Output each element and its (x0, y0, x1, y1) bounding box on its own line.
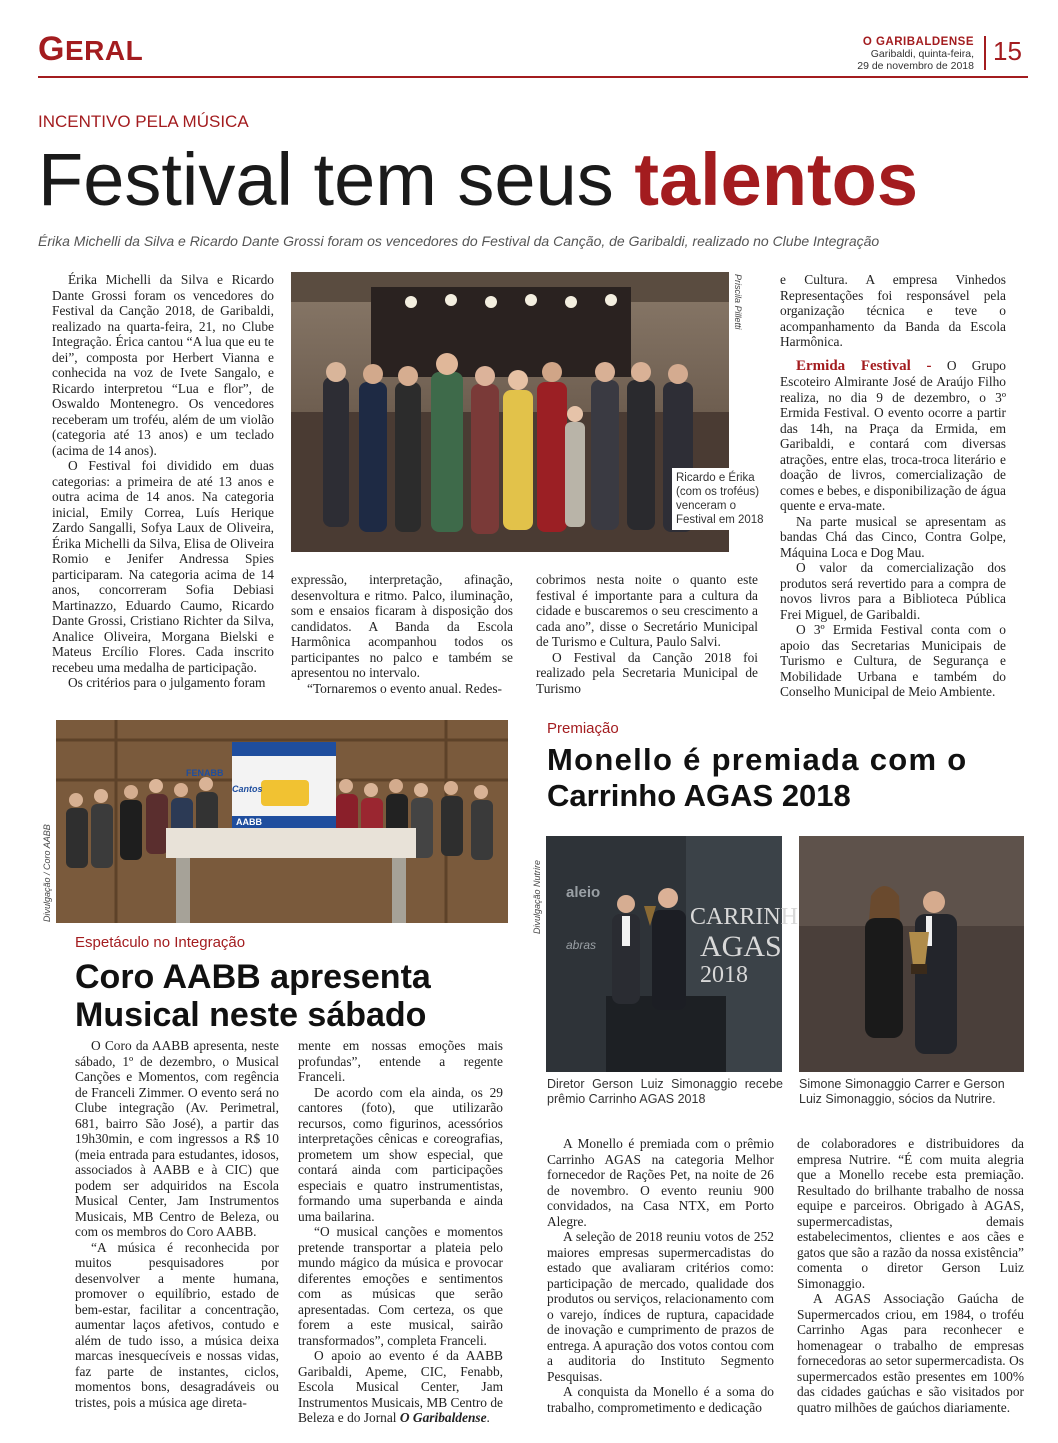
choir-photo (56, 720, 508, 923)
carrinho-backdrop-text-1: CARRINH (690, 904, 799, 930)
choir-banner-aabb-text: AABB (236, 817, 262, 827)
masthead (857, 36, 974, 72)
award-photo-2 (799, 836, 1024, 1072)
page-number-divider (984, 36, 986, 70)
section-label: GERAL (38, 30, 144, 68)
header-rule (38, 76, 1028, 78)
article3-kicker: Premiação (547, 720, 619, 737)
award-photo-credit: Divulgação Nutrire (532, 859, 542, 934)
aleio-logo-text: aleio (566, 884, 601, 901)
article2-headline: Coro AABB apresenta Musical neste sábado (75, 958, 431, 1034)
choir-banner-cantos-text: Cantos (232, 784, 263, 794)
paper-name: O GARIBALDENSE (862, 36, 974, 48)
dateline-2: 29 de novembro de 2018 (857, 60, 974, 72)
paper-name-inline: O Garibaldense (399, 1410, 487, 1425)
article1-column-3: cobrimos nesta noite o quanto este festival é importante para a cultura da cidade e buscaremos o seu crescimento a cada ano”, disse o Secretário Municipal de Turismo e Cultura, Paulo Salvi. O Festival da Canção 2018 foi realizado pela Secretaria Municipal de Turismo (536, 572, 758, 696)
festival-photo-credit: Priscila Pilletti (733, 274, 743, 330)
article3-column-2: de colaboradores e distribuidores da empresa Nutrire. “É com muita alegria que a Monello recebe esta premiação. Resultado do brilhante trabalho de nossa equipe e parceiros. Obrigado à AGAS, supermercadistas, demais estabelecimentos, clientes e aos cães e gatos que são a razão da nossa existência” comenta o diretor Gerson Luiz Simonaggio. A AGAS Associação Gaúcha de Supermercados criou, em 1984, o troféu Carrinho Agas para reconhecer e homenagear o trabalho de empresas fornecedoras ao setor supermercadista. Os supermercados estão presentes em 100% das cidades gaúchas e são visitados por quatro milhões de gaúchos diariamente. (797, 1136, 1024, 1415)
ermida-subhead: Ermida Festival - (796, 357, 932, 374)
award-photo-1-caption: Diretor Gerson Luiz Simonaggio recebe prêmio Carrinho AGAS 2018 (547, 1077, 783, 1106)
article1-headline: Festival tem seus talentos (38, 138, 919, 221)
article1-column-4: e Cultura. A empresa Vinhedos Representações foi responsável pela organização técnica e teve o acompanhamento da Banda da Escola Harmônica. Ermida Festival - O Grupo Escoteiro Almirante José de Araújo Filho realiza, no dia 9 de dezembro, o 3º Ermida Festival. O evento ocorre a partir das 14h, na Praça da Ermida, em Garibaldi, e contará com diversas atrações, entre elas, troca-troca literário e doação de livros, comercialização de comes e bebes, e disponibilização de água quente e erva-mate. Na parte musical se apresentam as bandas Chá das Cinco, Contra Golpe, Máquina Loca e Dog Mau. O valor da comercialização dos produtos será revertido para a compra de novos livros para a Biblioteca Pública Frei Miguel, de Garibaldi. O 3º Ermida Festival conta com o apoio das Secretarias Municipais de Turismo e Cultura, de Segurança e Mobilidade Urbana e também do Conselho Municipal de Meio Ambiente. (780, 272, 1006, 699)
article2-kicker: Espetáculo no Integração (75, 934, 246, 951)
article2-column-1: O Coro da AABB apresenta, neste sábado, 1º de dezembro, o Musical Canções e Momentos, com regência de Franceli Zimmer. O evento será no Clube integração (Av. Perimetral, 681, bairro São José), a partir das 19h30min, e com ingressos a R$ 10 (meia entrada para estudantes, idosos, associados à AABB e à CIC) que podem ser adquiridos na Escola Musical Center, Jam Instrumentos Musicais, MB Centro de Beleza, ou com os membros do Coro AABB. “A música é reconhecida por muitos pesquisadores por desenvolver a mente humana, promover o equilíbrio, estado de bem-estar, facilitar a concentração, aumentar laços afetivos, contudo e além de tudo isso, a música deixa marcas inesquecíveis e nossas vidas, faz parte de instantes, ciclos, momentos bons, desagradáveis ou tristes, pois a música age direta- (75, 1038, 279, 1410)
choir-photo-image (56, 720, 508, 923)
page-number: 15 (993, 36, 1022, 66)
award-photo-2-image (799, 836, 1024, 1072)
article3-column-1: A Monello é premiada com o prêmio Carrinho AGAS na categoria Melhor fornecedor de Rações Pet, na noite de 26 de novembro. O evento reuniu 900 convidados, na Casa NTX, em Porto Alegre. A seleção de 2018 reuniu votos de 252 maiores empresas supermercadistas do estado que avaliaram critérios como: participação de mercado, qualidade dos produtos ou serviços, relacionamento com o varejo, índices de ruptura, capacidade de inovação e cumprimento de prazos de entrega. A apuração dos votos contou com a auditoria do Instituto Segmento Pesquisas. A conquista da Monello é a soma do trabalho, comprometimento e dedicação (547, 1136, 774, 1415)
article1-column-1: Érika Michelli da Silva e Ricardo Dante Grossi foram os vencedores do Festival da Canção 2018, de Garibaldi, realizado na quarta-feira, 21, no Clube Integração. Érica cantou “A lua que eu te dei”, composta por Herbert Vianna e conhecida na voz de Ivete Sangalo, e Ricardo interpretou “Lua e flor”, de Oswaldo Montenegro. Os vencedores receberam um troféu, além de um violão (categoria até 13 anos) e um teclado (acima de 14 anos). O Festival foi dividido em duas categorias: a primeira de até 13 anos e outra acima de 14 anos. Na categoria inicial, Emily Correa, Luís Herique Zardo Sangalli, Sofya Laux de Oliveira, Érika Michelli da Silva, Elisa de Oliveira Romio e Jenifer Andressa Spies participaram. Na categoria acima de 14 anos, concorreram Sofia Debiasi Martinazzo, Eduardo Caumo, Ricardo Dante Grossi, Cristiano Richter da Silva, Analice Oliveira, Morgana Bielski e Mateus Ercílio Flores. Cada inscrito recebeu uma medalha de participação. Os critérios para o julgamento foram (52, 272, 274, 690)
carrinho-backdrop-text-3: 2018 (700, 962, 748, 988)
festival-photo-caption: Ricardo e Érika (com os troféus) venceram o Festival em 2018 (672, 468, 774, 530)
article1-column-2: expressão, interpretação, afinação, desenvoltura e ritmo. Palco, iluminação, som e ensaios ficaram à disposição dos candidatos. A Banda da Escola Harmônica acompanhou todos os participantes no palco e também se apresentou no intervalo. “Tornaremos o evento anual. Redes- (291, 572, 513, 696)
festival-winners-photo-image (291, 272, 729, 552)
article1-lede: Érika Michelli da Silva e Ricardo Dante Grossi foram os vencedores do Festival da Canção, de Garibaldi, realizado no Clube Integração (38, 233, 880, 249)
choir-banner-fenabb-text: FENABB (186, 768, 224, 778)
festival-winners-photo (291, 272, 729, 552)
article2-column-2: mente em nossas emoções mais profundas”, entende a regente Franceli. De acordo com ela ainda, os 29 cantores (foto), que utilizarão recursos, como figurinos, acessórios interpretações cênicas e coreografias, prometem um show especial, que contará ainda com participações especiais e quatro instrumentistas, formando uma superbanda e ainda uma bailarina. “O musical canções e momentos pretende transportar a plateia pelo mundo mágico da música e provocar diferentes emoções e sentimentos com as músicas que serão apresentadas. Com certeza, os que forem a este musical, sairão transformados”, completa Franceli. O apoio ao evento é da AABB Garibaldi, Apeme, CIC, Fenabb, Escola Musical Center, Jam Instrumentos Musicais, MB Centro de Beleza e do Jornal O Garibaldense. (298, 1038, 503, 1425)
article1-kicker: INCENTIVO PELA MÚSICA (38, 112, 249, 131)
choir-photo-credit: Divulgação / Coro AABB (42, 824, 52, 922)
carrinho-backdrop-text-2: AGAS (700, 930, 782, 963)
abras-logo-text: abras (566, 938, 597, 952)
article3-headline: Monello é premiada com o Carrinho AGAS 2018 (547, 742, 968, 813)
dateline-1: Garibaldi, quinta-feira, (870, 48, 974, 60)
award-photo-2-caption: Simone Simonaggio Carrer e Gerson Luiz Simonaggio, sócios da Nutrire. (799, 1077, 1005, 1106)
